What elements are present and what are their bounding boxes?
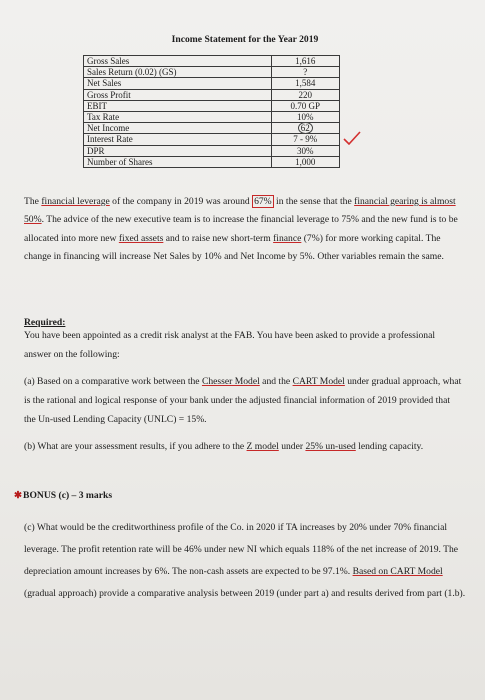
table-row bbox=[84, 156, 340, 167]
row-label: Net Income bbox=[84, 123, 272, 134]
table-row bbox=[84, 56, 340, 67]
row-value: 1,616 bbox=[271, 56, 339, 67]
row-label: Interest Rate bbox=[84, 134, 272, 145]
underlined-term: Chesser Model bbox=[201, 376, 260, 387]
row-value: 10% bbox=[271, 112, 339, 123]
underlined-term: finance bbox=[273, 232, 302, 244]
table-row bbox=[84, 67, 340, 78]
required-paragraph: You have been appointed as a credit risk analyst at the FAB. You have been asked to provide a professional answer on the following: bbox=[24, 330, 436, 360]
table-row bbox=[84, 100, 340, 111]
underlined-term: Z model bbox=[246, 441, 279, 452]
question-c: (c) What would be the creditworthiness profile of the Co. in 2020 if TA increases by 20% under 70% financial leverage. The profit retention rate will be 46% under new NI which equals 118% of the net increase of 2019. The depreciation amount increases by 6%. The non-cash assets are expected to be 97.1%. Based on CART Model (gradual approach) provide a comparative analysis between 2019 (under part a) and results derived from part (1.b). bbox=[24, 522, 466, 599]
row-value: 1,584 bbox=[271, 78, 339, 89]
table-row bbox=[84, 89, 340, 100]
table-row bbox=[84, 78, 340, 89]
bonus-heading: ✱BONUS (c) – 3 marks bbox=[14, 490, 113, 501]
table-row bbox=[84, 112, 340, 123]
boxed-value: 67% bbox=[254, 196, 272, 207]
checkmark-icon bbox=[343, 131, 361, 145]
row-value: 1,000 bbox=[271, 156, 339, 167]
question-b: (b) What are your assessment results, if you adhere to the Z model under 25% un-used lending capacity. bbox=[24, 441, 424, 452]
row-label: Gross Sales bbox=[84, 56, 272, 67]
underlined-term: financial gearing is almost 50% bbox=[24, 196, 456, 226]
row-label: Tax Rate bbox=[84, 112, 272, 123]
intro-paragraph: The financial leverage of the company in 2019 was around 67% in the sense that the financial gearing is almost 50%. The advice of the new executive team is to increase the financial leverage to 75% and the new fund is to be allocated into more new fixed assets and to raise new short-term finance (7%) for more working capital. The change in financing will increase Net Sales by 10% and Net Income by 5%. Other variables remain the same. bbox=[24, 196, 458, 263]
underlined-term: Based on CART Model bbox=[352, 566, 443, 577]
income-statement-table bbox=[83, 55, 340, 168]
row-value: 220 bbox=[271, 89, 339, 100]
table-row bbox=[84, 145, 340, 156]
table-row bbox=[84, 123, 340, 134]
underlined-term: fixed assets bbox=[118, 232, 164, 244]
row-value: 30% bbox=[271, 145, 339, 156]
row-label: EBIT bbox=[84, 100, 272, 111]
required-heading: Required: bbox=[24, 317, 66, 328]
statement-title: Income Statement for the Year 2019 bbox=[171, 34, 319, 45]
row-value bbox=[271, 123, 339, 134]
question-a: (a) Based on a comparative work between the Chesser Model and the CART Model under gradual approach, what is the rational and logical response of your bank under the adjusted financial information of 2019 provided that the Un-used Lending Capacity (UNLC) = 15%. bbox=[24, 376, 462, 425]
row-value: 7 - 9% bbox=[271, 134, 339, 145]
row-label: Number of Shares bbox=[84, 156, 272, 167]
row-value: ? bbox=[271, 67, 339, 78]
underlined-term: 25% un-used bbox=[305, 441, 356, 452]
row-value: 0.70 GP bbox=[271, 100, 339, 111]
row-label: Net Sales bbox=[84, 78, 272, 89]
circled-value: 62 bbox=[298, 122, 313, 134]
star-icon: ✱ bbox=[14, 490, 23, 501]
row-label: Sales Return (0.02) (GS) bbox=[84, 67, 272, 78]
row-label: DPR bbox=[84, 145, 272, 156]
underlined-term: financial leverage bbox=[41, 196, 110, 207]
underlined-term: CART Model bbox=[292, 376, 345, 387]
table-row bbox=[84, 134, 340, 145]
row-label: Gross Profit bbox=[84, 89, 272, 100]
